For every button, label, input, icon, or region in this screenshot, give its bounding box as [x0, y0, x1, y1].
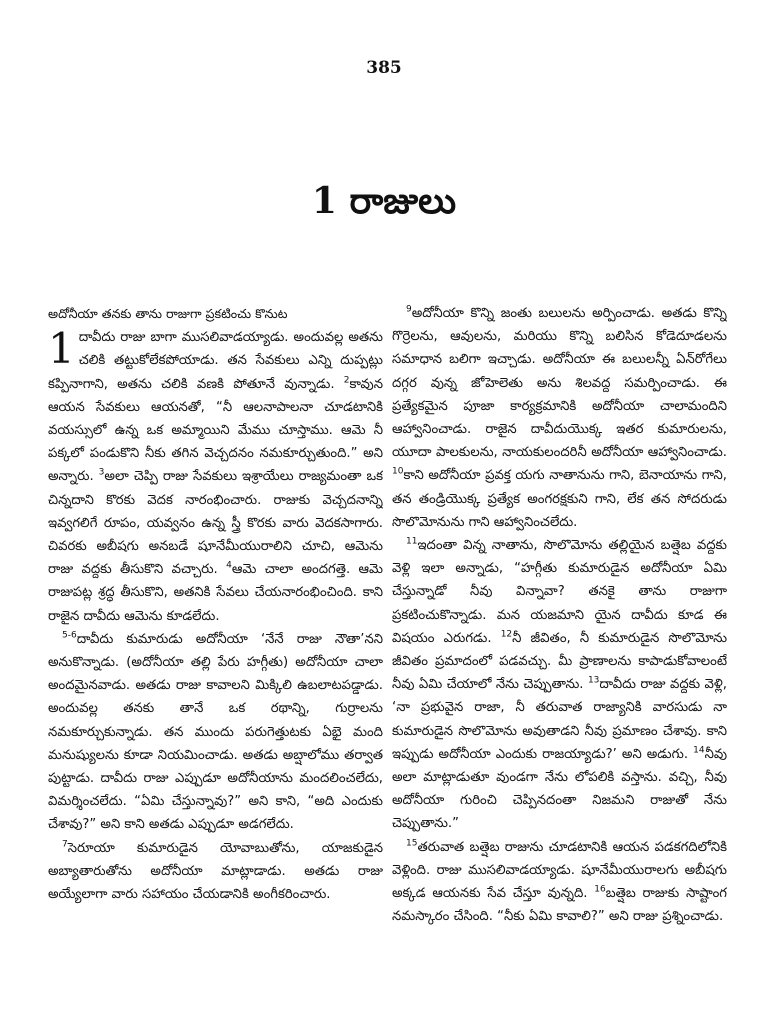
verse-number: 11 [406, 536, 418, 547]
paragraph [48, 326, 383, 628]
verse-number: 16 [594, 884, 606, 895]
text-column-left [48, 302, 383, 1024]
paragraph [48, 628, 383, 837]
paragraph [392, 302, 727, 534]
verse-number: 3 [98, 468, 105, 479]
verse-number: 14 [693, 745, 705, 756]
verse-number: 5-6 [62, 630, 77, 641]
verse-text: అదోనీయా కొన్ని జంతు బలులను అర్పించాడు. అతడు కొన్ని గొర్రెలను, ఆవులను, మరియు కొన్ని బలిసిన కోడెదూడలను సమాధాన బలిగా ఇచ్చాడు. అదోనీయా ఈ బలులన్నీ ఏన్‌రోగేలు దగ్గర వున్న జోహెలెతు అను శిలవద్ద సమర్పించాడు. ఈ ప్రత్యేకమైన పూజా కార్యక్రమానికి అదోనీయా చాలామందిని ఆహ్వానించాడు. రాజైన దావీదుయొక్క ఇతర కుమారులను, యూదా పాలకులను, నాయకులందరినీ అదోనీయా ఆహ్వానించాడు. [392, 306, 727, 461]
verse-number: 10 [392, 467, 404, 478]
paragraph [48, 837, 383, 907]
verse-number: 15 [406, 838, 418, 849]
verse-number: 9 [406, 304, 412, 315]
verse-number: 4 [226, 560, 232, 571]
paragraph [392, 534, 727, 836]
verse-text: తరువాత బత్షెబ రాజును చూడటానికి ఆయన పడకగదిలోనికి వెళ్లింది. రాజు ముసలివాడయ్యాడు. షూనేమీయురాలగు అబీషగు అక్కడ ఆయనకు సేవ చేస్తూ వున్నది. [392, 839, 727, 902]
verse-number: 7 [62, 839, 68, 850]
paragraph [392, 836, 727, 929]
verse-number: 2 [343, 375, 350, 386]
verse-text: నీ జీవితం, నీ కుమారుడైన సొలొమోను జీవితం ప్రమాదంలో పడవచ్చు. మీ ప్రాణాలను కాపాడుకోవాలంటే నీవు ఏమి చేయాలో నేను చెప్పుతాను. [392, 630, 727, 693]
verse-text: దావీదు రాజు వద్దకు వెళ్లి, ‘నా ప్రభువైన రాజా, నీ తరువాత రాజ్యానికి వారసుడు నా కుమారుడైన సొలొమోను అవుతాడని నీవు ప్రమాణం చేశావు. కాని ఇప్పుడు అదోనీయా ఎందుకు రాజయ్యాడు?’ అని అడుగు. [392, 677, 727, 762]
verse-text: ఆమె చాలా అందగత్తె. ఆమె రాజుపట్ల శ్రద్ధ తీసుకొని, అతనికి సేవలు చేయనారంభించింది. కాని రాజైన దావీదు ఆమెను కూడలేదు. [48, 562, 383, 624]
verse-text: నీవు అలా మాట్లాడుతూ వుండగా నేను లోపలికి వస్తాను. వచ్చి, నీవు అదోనీయా గురించి చెప్పినదంతా నిజమని రాజుతో నేను చెప్పుతాను.” [392, 746, 727, 832]
book-title: 1 రాజులు [311, 180, 457, 222]
verse-text: కావున ఆయన సేవకులు ఆయనతో, “నీ ఆలనాపాలనా చూడటానికి వయస్సులో ఉన్న ఒక అమ్మాయిని మేము చూస్తాము. ఆమె నీ పక్కలో పండుకొని నీకు తగిన వెచ్చదనం నమకూర్చుతుంది.” అని అన్నారు. [48, 376, 383, 485]
verse-text: దావీదు కుమారుడు అదోనీయా ‘నేనే రాజు నౌతా’నని అనుకొన్నాడు. (అదోనీయా తల్లి పేరు హగ్గీతు) అదోనీయా చాలా అందమైనవాడు. అతడు రాజు కావాలని మిక్కిలి ఉబలాటపడ్డాడు. అందువల్ల తనకు తానే ఒక రథాన్ని, గుర్రాలను నమకూర్చుకున్నాడు. తన ముందు పరుగెత్తుటకు ఏభై మంది మనుష్యులను కూడా నియమించాడు. అతడు అబ్షాలోము తర్వాత పుట్టాడు. దావీదు రాజు ఎప్పుడూ అదోనీయాను మందలించలేదు, విమర్శించలేదు. “ఏమి చేస్తున్నావు?” అని కాని, “అది ఎందుకు చేశావు?” అని కాని అతడు ఎప్పుడూ అడగలేదు. [48, 631, 383, 833]
verse-text: ఇదంతా విన్న నాతాను, సొలొమోను తల్లియైన బత్షెబ వద్దకు వెళ్లి ఇలా అన్నాడు, “హగ్గీతు కుమారుడైన అదోనీయా ఏమి చేస్తున్నాడో నీవు విన్నావా? తనకై తాను రాజుగా ప్రకటించుకొన్నాడు. మన యజమాని యైన దావీదు కూడ ఈ విషయం ఎరుగడు. [392, 538, 727, 646]
verse-text: దావీదు రాజు బాగా ముసలివాడయ్యాడు. అందువల్ల అతను చలికి తట్టుకోలేకపోయాడు. తన సేవకులు ఎన్ని దుప్పట్లు కప్పినాగాని, అతను చలికి వణకి పోతూనే వున్నాడు. [48, 330, 383, 392]
text-column-right [392, 302, 727, 1024]
verse-text: సెరూయా కుమారుడైన యోవాబుతోను, యాజకుడైన అబ్యాతారుతోను అదోనీయా మాట్లాడాడు. అతడు రాజు అయ్యేలాగా వారు సహాయం చేయడానికి అంగీకరించారు. [48, 840, 383, 903]
page-number: 385 [366, 58, 402, 78]
verse-text: బత్షెబ రాజుకు సాష్టాంగ నమస్కారం చేసింది. “నీకు ఏమి కావాలి?” అని రాజు ప్రశ్నించాడు. [392, 886, 727, 925]
verse-text: కాని అదోనీయా ప్రవక్త యగు నాతానును గాని, బెనాయాను గాని, తన తండ్రియొక్క ప్రత్యేక అంగరక్షకుని గాని, లేక తన సోదరుడు సొలొమోనును గాని ఆహ్వానించలేదు. [392, 468, 727, 530]
verse-number: 13 [587, 675, 600, 686]
section-heading: అదోనీయా తనకు తాను రాజుగా ప్రకటించు కొనుట [48, 306, 288, 321]
verse-number: 12 [500, 629, 513, 640]
verse-text: అలా చెప్పి రాజు సేవకులు ఇశ్రాయేలు రాజ్యమంతా ఒక చిన్నదాని కొరకు వెదక నారంభించారు. రాజుకు వెచ్చదనాన్ని ఇవ్వగలిగే రూపం, యవ్వనం ఉన్న స్త్రీ కొరకు వారు వెదకసాగారు. చివరకు అబీషగు అనబడే షూనేమీయురాలిని చూచి, ఆమెను రాజు వద్దకు తీసుకొని వచ్చారు. [48, 469, 383, 578]
chapter-number: 1 [48, 324, 75, 374]
